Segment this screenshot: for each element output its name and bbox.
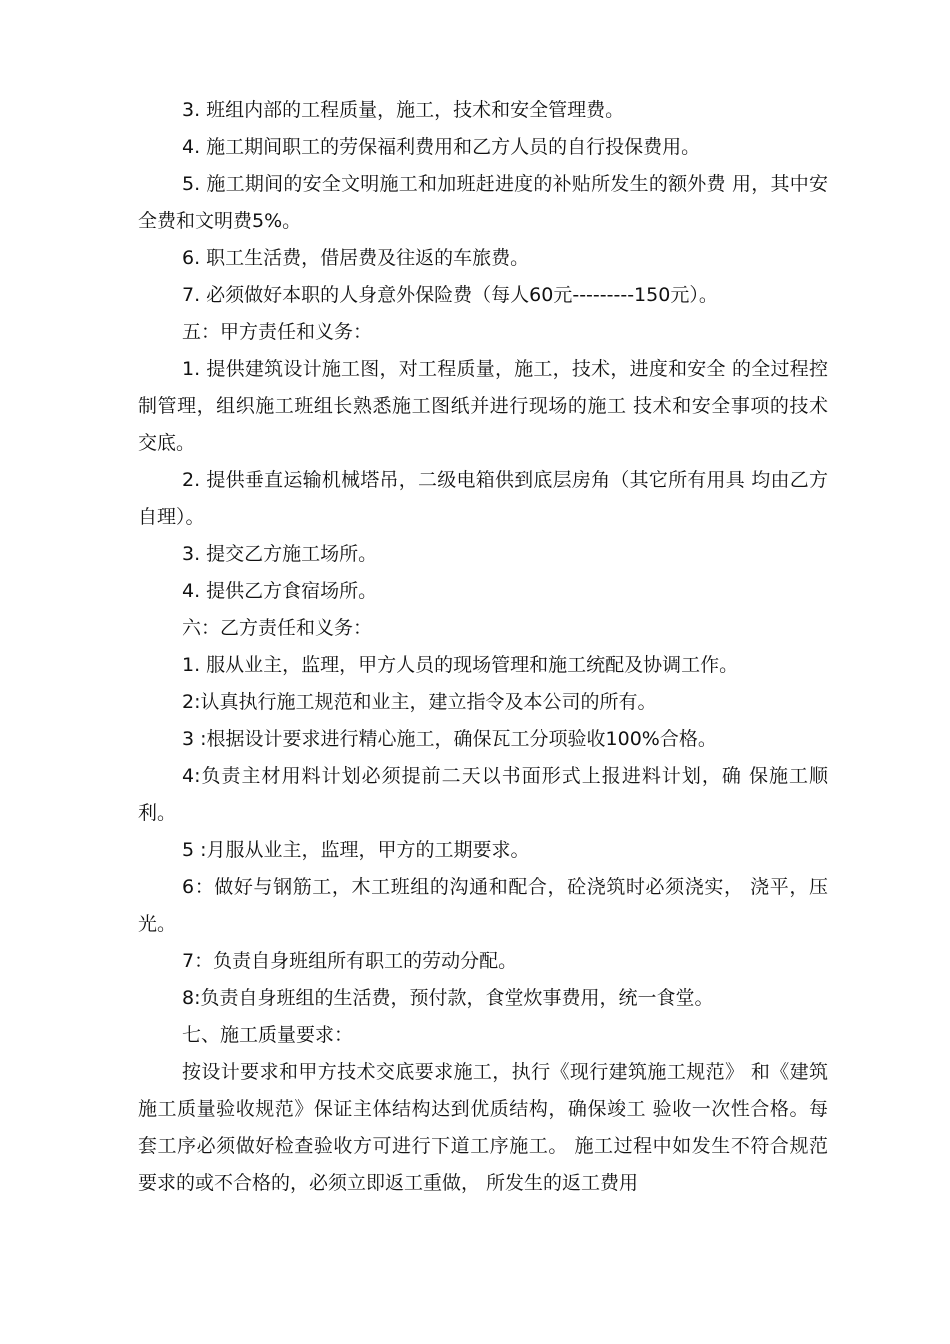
section-heading-party-a: 五：甲方责任和义务：	[182, 321, 373, 343]
party-a-item-4: 4. 提供乙方食宿场所。	[182, 580, 378, 602]
party-b-item-3: 3 :根据设计要求进行精心施工，确保瓦工分项验收100%合格。	[182, 728, 717, 750]
party-a-item-1: 1. 提供建筑设计施工图，对工程质量，施工，技术，进度和安全 的全过程控制管理，组织施工班组长熟悉施工图纸并进行现场的施工 技术和安全事项的技术交底。	[138, 358, 828, 454]
party-b-item-7: 7：负责自身班组所有职工的劳动分配。	[182, 950, 518, 972]
clause-3-management-fee: 3. 班组内部的工程质量，施工，技术和安全管理费。	[182, 99, 625, 121]
party-a-item-2: 2. 提供垂直运输机械塔吊，二级电箱供到底层房角（其它所有用具 均由乙方自理）。	[138, 469, 828, 528]
clause-5-safety-fee: 5. 施工期间的安全文明施工和加班赶进度的补贴所发生的额外费 用，其中安全费和文明费5%。	[138, 173, 828, 232]
party-b-item-8: 8:负责自身班组的生活费，预付款，食堂炊事费用，统一食堂。	[182, 987, 714, 1009]
quality-requirements-text: 按设计要求和甲方技术交底要求施工，执行《现行建筑施工规范》 和《建筑施工质量验收规范》保证主体结构达到优质结构，确保竣工 验收一次性合格。每套工序必须做好检查验收方可进行下道工序施工。 施工过程中如发生不符合规范要求的或不合格的，必须立即返工重做， 所发生的返工费用	[138, 1061, 828, 1194]
party-b-item-6: 6：做好与钢筋工，木工班组的沟通和配合，砼浇筑时必须浇实， 浇平，压光。	[138, 876, 828, 935]
party-a-item-3: 3. 提交乙方施工场所。	[182, 543, 378, 565]
party-b-item-4: 4:负责主材用料计划必须提前二天以书面形式上报进料计划，确 保施工顺利。	[138, 765, 828, 824]
party-b-item-2: 2:认真执行施工规范和业主，建立指令及本公司的所有。	[182, 691, 657, 713]
document-page	[138, 92, 828, 1202]
section-heading-quality: 七、施工质量要求：	[182, 1024, 354, 1046]
party-b-item-5: 5 :月服从业主，监理，甲方的工期要求。	[182, 839, 530, 861]
clause-6-living-fee: 6. 职工生活费，借居费及往返的车旅费。	[182, 247, 530, 269]
clause-4-welfare-fee: 4. 施工期间职工的劳保福利费用和乙方人员的自行投保费用。	[182, 136, 701, 158]
clause-7-insurance-fee: 7. 必须做好本职的人身意外保险费（每人60元---------150元）。	[182, 284, 718, 306]
section-heading-party-b: 六：乙方责任和义务：	[182, 617, 373, 639]
party-b-item-1: 1. 服从业主，监理，甲方人员的现场管理和施工统配及协调工作。	[182, 654, 739, 676]
